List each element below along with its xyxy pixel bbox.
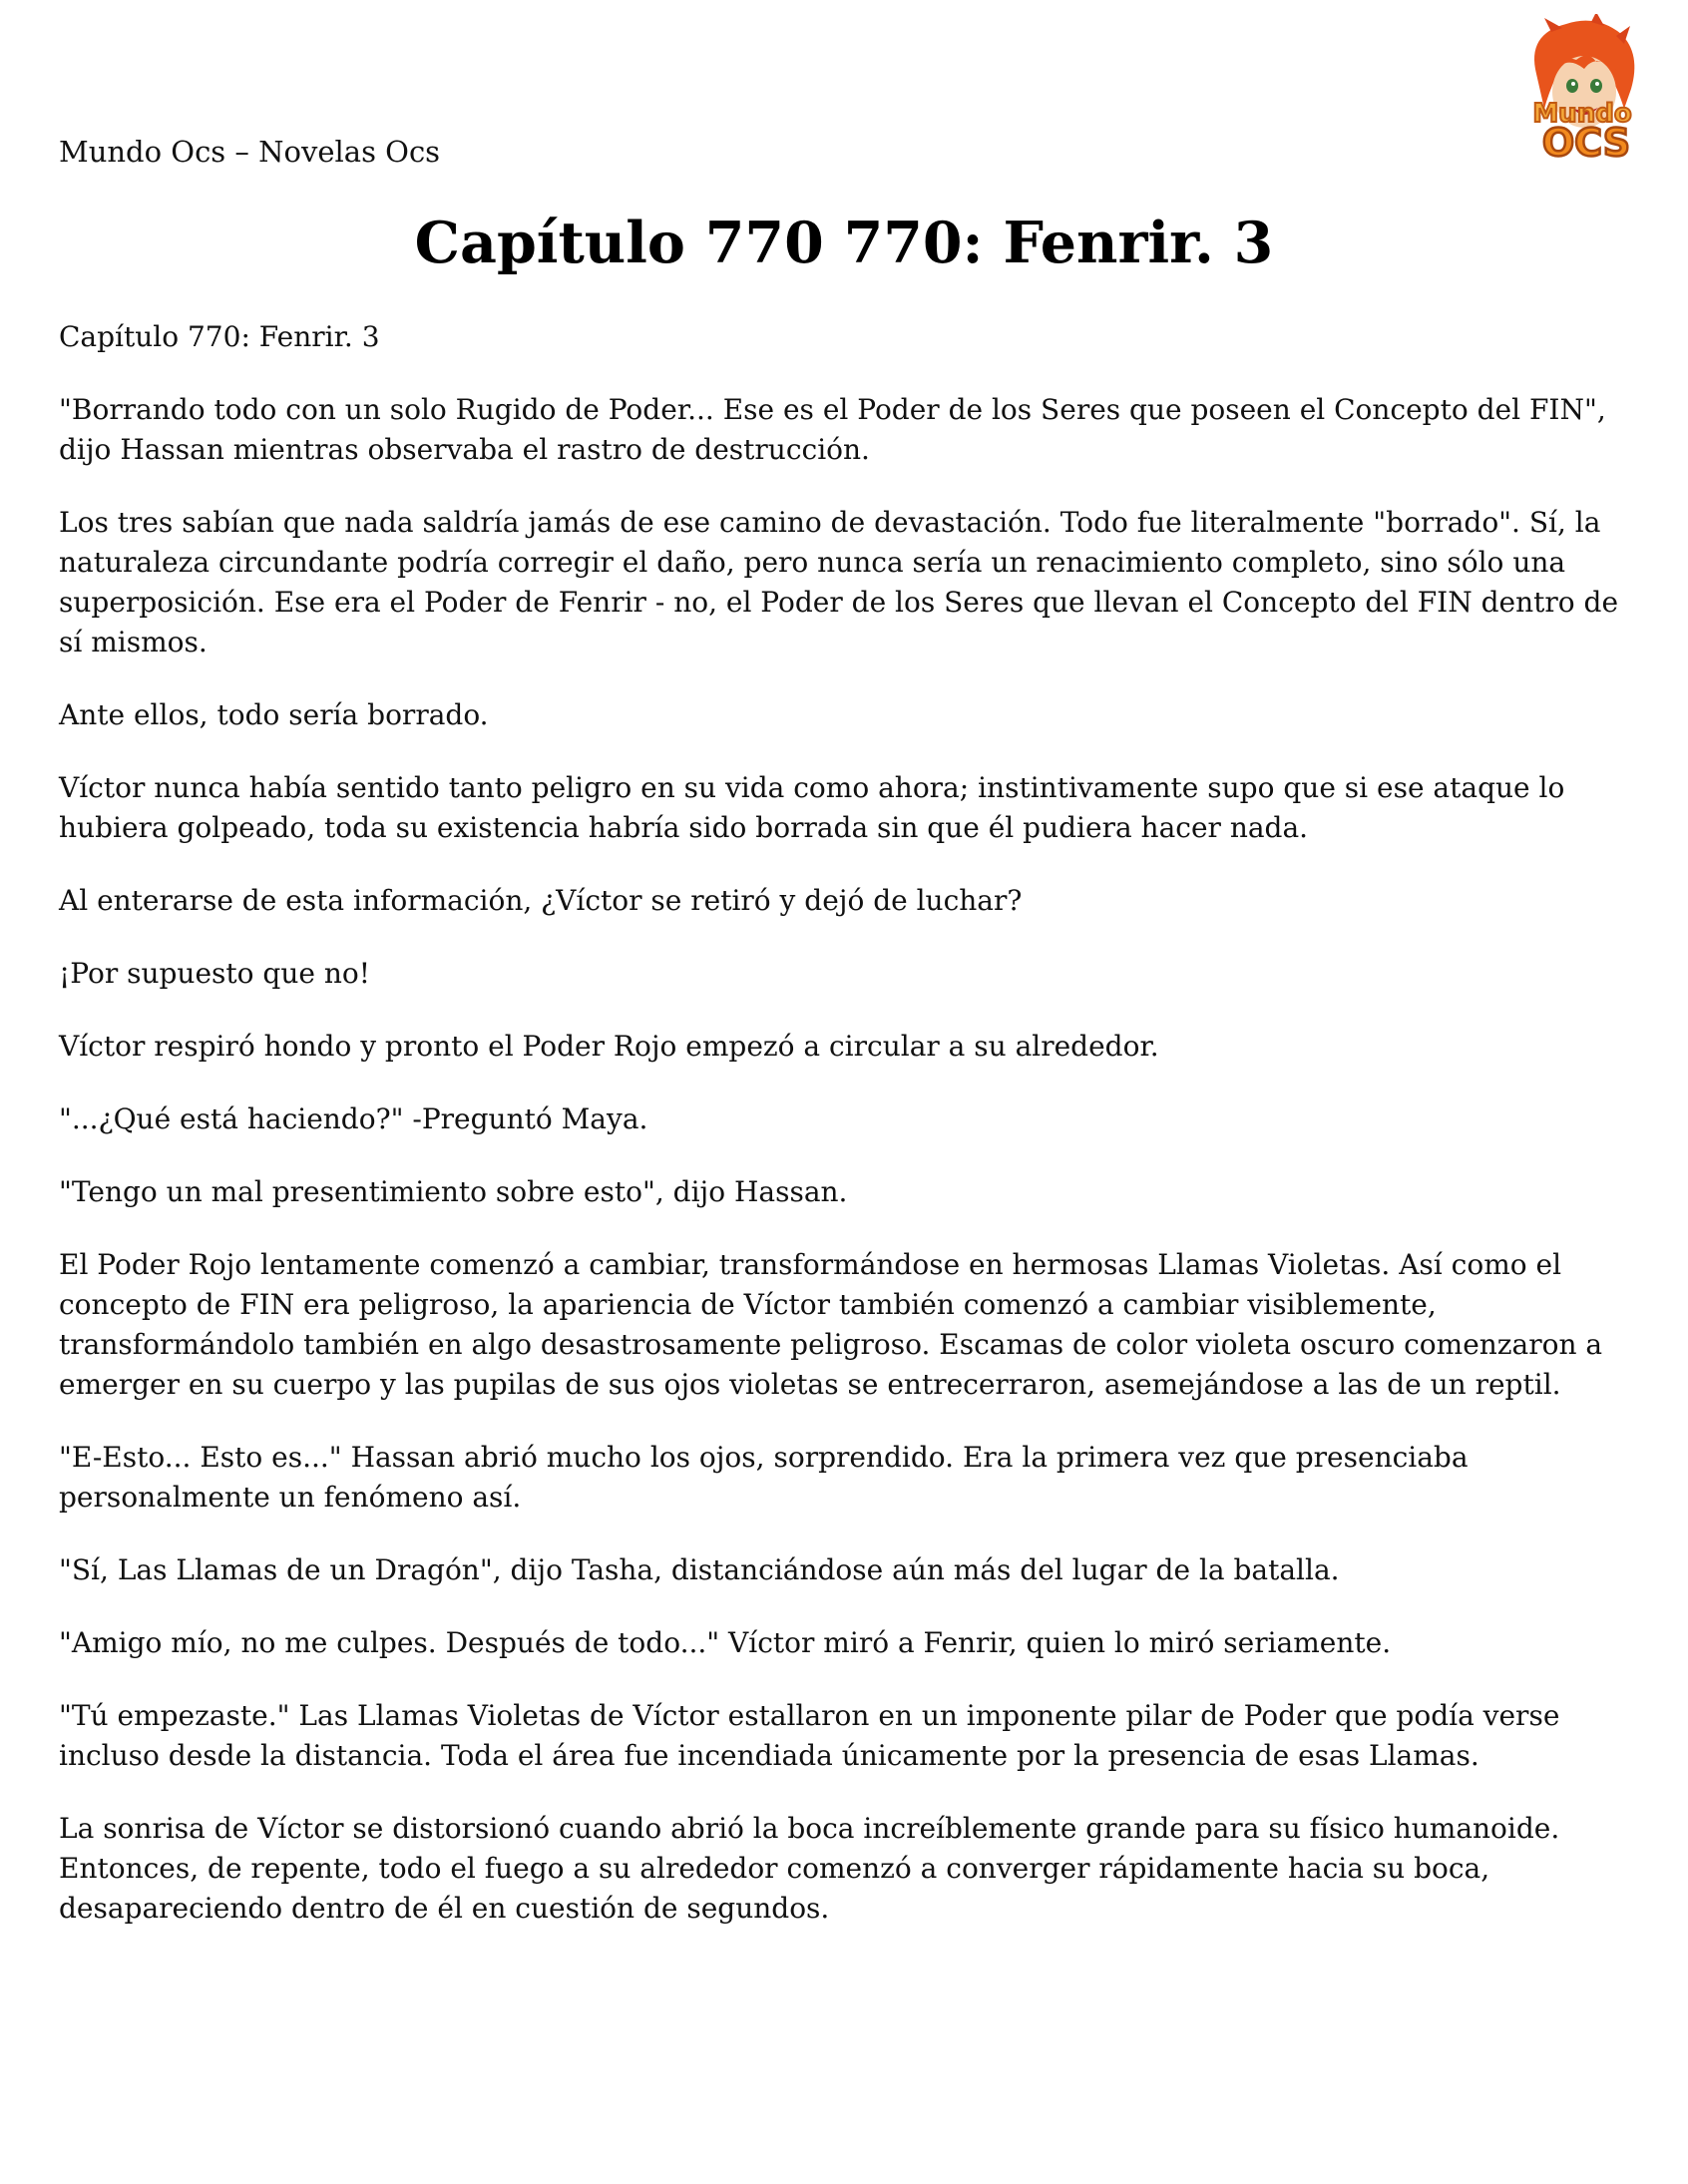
svg-text:OCS: OCS xyxy=(1541,121,1631,165)
paragraph: "Borrando todo con un solo Rugido de Poder... Ese es el Poder de los Seres que poseen el Concepto del FIN", dijo Hassan mientras observaba el rastro de destrucción. xyxy=(59,393,1606,466)
paragraph: "E-Esto... Esto es..." Hassan abrió mucho los ojos, sorprendido. Era la primera vez que presenciaba personalmente un fenómeno así. xyxy=(59,1441,1469,1514)
paragraph: Los tres sabían que nada saldría jamás de ese camino de devastación. Todo fue literalmente "borrado". Sí, la naturaleza circundante podría corregir el daño, pero nunca sería un renacimiento completo, sino sólo una superposición. Ese era el Poder de Fenrir - no, el Poder de los Seres que llevan el Concepto del FIN dentro de sí mismos. xyxy=(59,506,1619,658)
mascot-logo-icon xyxy=(1496,14,1668,174)
site-header: Mundo Ocs – Novelas Ocs xyxy=(59,135,441,169)
paragraph: La sonrisa de Víctor se distorsionó cuando abrió la boca increíblemente grande para su físico humanoide. Entonces, de repente, todo el fuego a su alrededor comenzó a converger rápidamente hacia su boca, desapareciendo dentro de él en cuestión de segundos. xyxy=(59,1812,1560,1925)
paragraph: ¡Por supuesto que no! xyxy=(59,957,370,990)
paragraph: Ante ellos, todo sería borrado. xyxy=(59,698,489,731)
paragraph: Víctor respiró hondo y pronto el Poder Rojo empezó a circular a su alrededor. xyxy=(59,1030,1159,1063)
paragraph: El Poder Rojo lentamente comenzó a cambiar, transformándose en hermosas Llamas Violetas. Así como el concepto de FIN era peligroso, la apariencia de Víctor también comenzó a cambiar visiblemente, transformándolo también en algo desastrosamente peligroso. Escamas de color violeta oscuro comenzaron a emerger en su cuerpo y las pupilas de sus ojos violetas se entrecerraron, asemejándose a las de un reptil. xyxy=(59,1248,1603,1401)
paragraph: "Tú empezaste." Las Llamas Violetas de Víctor estallaron en un imponente pilar de Poder que podía verse incluso desde la distancia. Toda el área fue incendiada únicamente por la presencia de esas Llamas. xyxy=(59,1699,1560,1772)
paragraph: "Sí, Las Llamas de un Dragón", dijo Tasha, distanciándose aún más del lugar de la batalla. xyxy=(59,1553,1340,1586)
chapter-title: Capítulo 770 770: Fenrir. 3 xyxy=(414,210,1274,276)
chapter-body xyxy=(59,317,1645,1962)
paragraph: Al enterarse de esta información, ¿Víctor se retiró y dejó de luchar? xyxy=(59,884,1023,917)
svg-text:Mundo: Mundo xyxy=(1532,99,1632,129)
paragraph: "Amigo mío, no me culpes. Después de todo..." Víctor miró a Fenrir, quien lo miró seriamente. xyxy=(59,1626,1392,1659)
paragraph: Capítulo 770: Fenrir. 3 xyxy=(59,320,380,353)
paragraph: Víctor nunca había sentido tanto peligro en su vida como ahora; instintivamente supo que si ese ataque lo hubiera golpeado, toda su existencia habría sido borrada sin que él pudiera hacer nada. xyxy=(59,771,1565,844)
paragraph: "...¿Qué está haciendo?" -Preguntó Maya. xyxy=(59,1102,648,1135)
paragraph: "Tengo un mal presentimiento sobre esto", dijo Hassan. xyxy=(59,1175,848,1208)
